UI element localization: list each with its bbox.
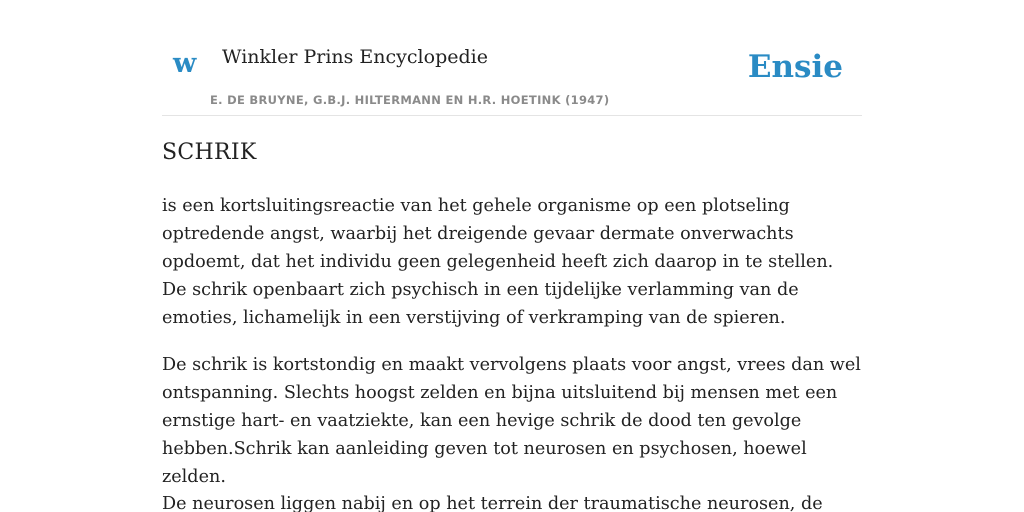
encyclopedia-header [162,0,862,116]
site-title[interactable]: Winkler Prins Encyclopedie [222,46,488,68]
entry-paragraph-3: De neurosen liggen nabij en op het terrein der traumatische neurosen, de [162,494,823,512]
entry-paragraph-2: De schrik is kortstondig en maakt vervolgens plaats voor angst, vrees dan wel ontspanning. Slechts hoogst zelden en bijna uitsluitend bij mensen met een ernstige hart- en vaatziekte, kan een hevige schrik de dood ten gevolge hebben.Schrik kan aanleiding geven tot neurosen en psychosen, hoewel zelden. [162,355,861,487]
ensie-logo[interactable]: Ensie [747,49,843,85]
authors-line: E. DE BRUYNE, G.B.J. HILTERMANN EN H.R. HOETINK (1947) [210,93,610,107]
winkler-prins-logo[interactable]: w [173,48,197,79]
entry-title: SCHRIK [162,140,257,165]
entry-paragraph-1: is een kortsluitingsreactie van het gehele organisme op een plotseling optredende angst, waarbij het dreigende gevaar dermate onverwachts opdoemt, dat het individu geen gelegenheid heeft zich daarop in te stellen. De schrik openbaart zich psychisch in een tijdelijke verlamming van de emoties, lichamelijk in een verstijving of verkramping van de spieren. [162,196,834,328]
content-container [162,0,862,512]
